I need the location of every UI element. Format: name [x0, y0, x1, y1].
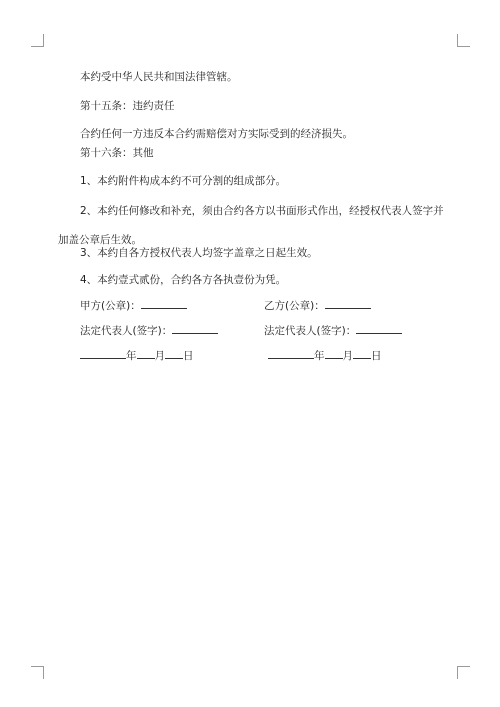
party-a-seal-blank[interactable]	[141, 298, 187, 309]
party-a-year-blank[interactable]	[80, 348, 126, 359]
text-jurisdiction: 本约受中华人民共和国法律管辖。	[80, 71, 238, 83]
party-a-month-blank[interactable]	[137, 348, 155, 359]
party-a-date	[80, 348, 194, 363]
party-b-date	[268, 348, 382, 363]
rep-a-signature-blank[interactable]	[172, 323, 218, 334]
party-a-day-blank[interactable]	[165, 348, 183, 359]
clause-1: 1、本约附件构成本约不可分割的组成部分。	[80, 175, 287, 187]
party-b-month-blank[interactable]	[325, 348, 343, 359]
party-b-seal-blank[interactable]	[325, 298, 371, 309]
party-a-seal	[80, 298, 187, 313]
rep-b-signature-blank[interactable]	[356, 323, 402, 334]
day-label-b: 日	[371, 350, 382, 362]
party-a-label: 甲方(公章)：	[80, 300, 141, 312]
year-label-b: 年	[314, 350, 325, 362]
party-a-representative	[80, 323, 218, 338]
party-b-representative	[264, 323, 402, 338]
month-label-a: 月	[154, 350, 165, 362]
text-breach-liability: 合约任何一方违反本合约需赔偿对方实际受到的经济损失。	[80, 128, 353, 140]
corner-mark-bottom-right	[457, 666, 470, 679]
rep-a-label: 法定代表人(签字)：	[80, 325, 173, 337]
rep-b-label: 法定代表人(签字)：	[264, 325, 357, 337]
month-label-b: 月	[342, 350, 353, 362]
corner-mark-top-left	[31, 34, 44, 47]
party-b-year-blank[interactable]	[268, 348, 314, 359]
heading-article-15: 第十五条：违约责任	[80, 100, 175, 112]
clause-3: 3、本约自各方授权代表人均签字盖章之日起生效。	[80, 247, 318, 259]
clause-2-continued: 加盖公章后生效。	[58, 234, 142, 246]
clause-2: 2、本约任何修改和补充，须由合约各方以书面形式作出，经授权代表人签字并	[80, 205, 444, 217]
heading-article-16: 第十六条：其他	[80, 147, 154, 159]
clause-4: 4、本约壹式贰份，合约各方各执壹份为凭。	[80, 274, 287, 286]
day-label-a: 日	[183, 350, 194, 362]
corner-mark-top-right	[457, 34, 470, 47]
corner-mark-bottom-left	[31, 666, 44, 679]
party-b-label: 乙方(公章)：	[264, 300, 325, 312]
party-b-day-blank[interactable]	[353, 348, 371, 359]
party-b-seal	[264, 298, 371, 313]
year-label-a: 年	[126, 350, 137, 362]
